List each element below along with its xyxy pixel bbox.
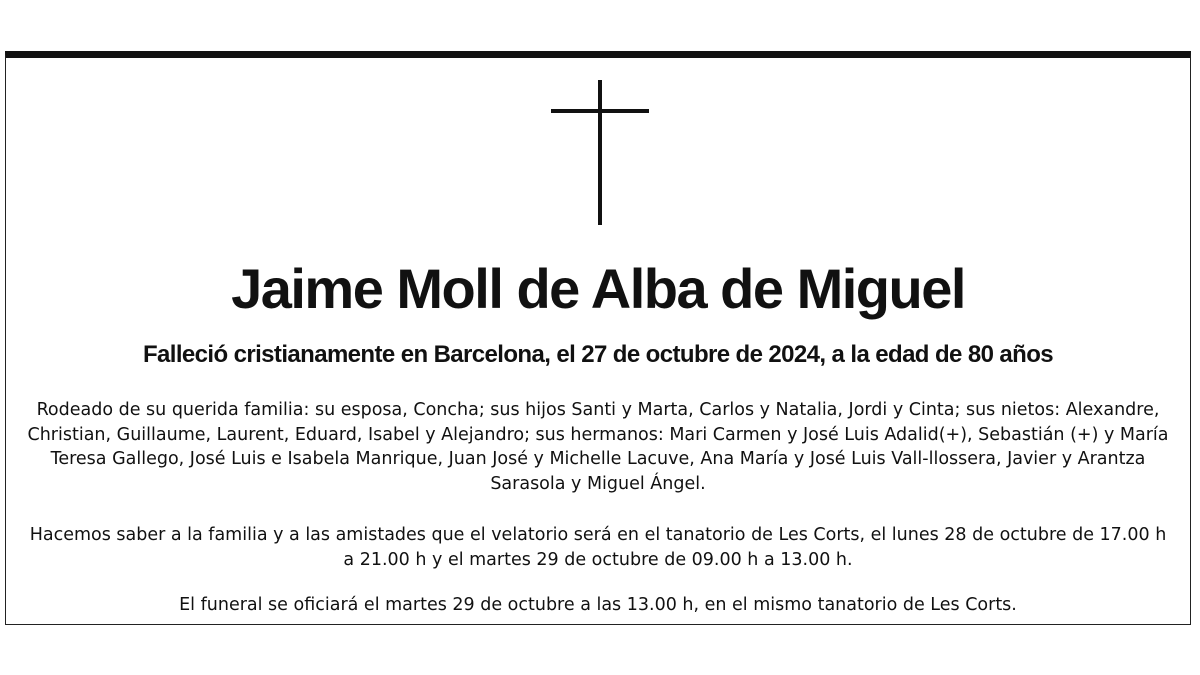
funeral-paragraph: El funeral se oficiará el martes 29 de octubre a las 13.00 h, en el mismo tanatorio de Les Corts. bbox=[179, 595, 1017, 615]
death-announcement: Falleció cristianamente en Barcelona, el 27 de octubre de 2024, a la edad de 80 años bbox=[142, 341, 1053, 368]
family-paragraph: Rodeado de su querida familia: su esposa, Concha; sus hijos Santi y Marta, Carlos y Natalia, Jordi y Cinta; sus nietos: Alexandre, Christian, Guillaume, Laurent, Eduard, Isabel y Alejandro; sus hermanos: Mari Carmen y José Luis Adalid(+), Sebastián (+) y María Teresa Gallego, José Luis e Isabela Manrique, Juan José y Michelle Lacuve, Ana María y José Luis Vall-llossera, Javier y Arantza Sarasola y Miguel Ángel. bbox=[27, 400, 1169, 494]
cross-horizontal-bar bbox=[551, 109, 649, 113]
deceased-name: Jaime Moll de Alba de Miguel bbox=[231, 257, 965, 320]
cross-icon bbox=[551, 80, 649, 225]
cross-vertical-bar bbox=[598, 80, 602, 225]
wake-paragraph: Hacemos saber a la familia y a las amistades que el velatorio será en el tanatorio de Les Corts, el lunes 28 de octubre de 17.00 h a 21.00 h y el martes 29 de octubre de 09.00 h a 13.00 h. bbox=[29, 525, 1167, 570]
obituary-notice bbox=[5, 51, 1191, 625]
